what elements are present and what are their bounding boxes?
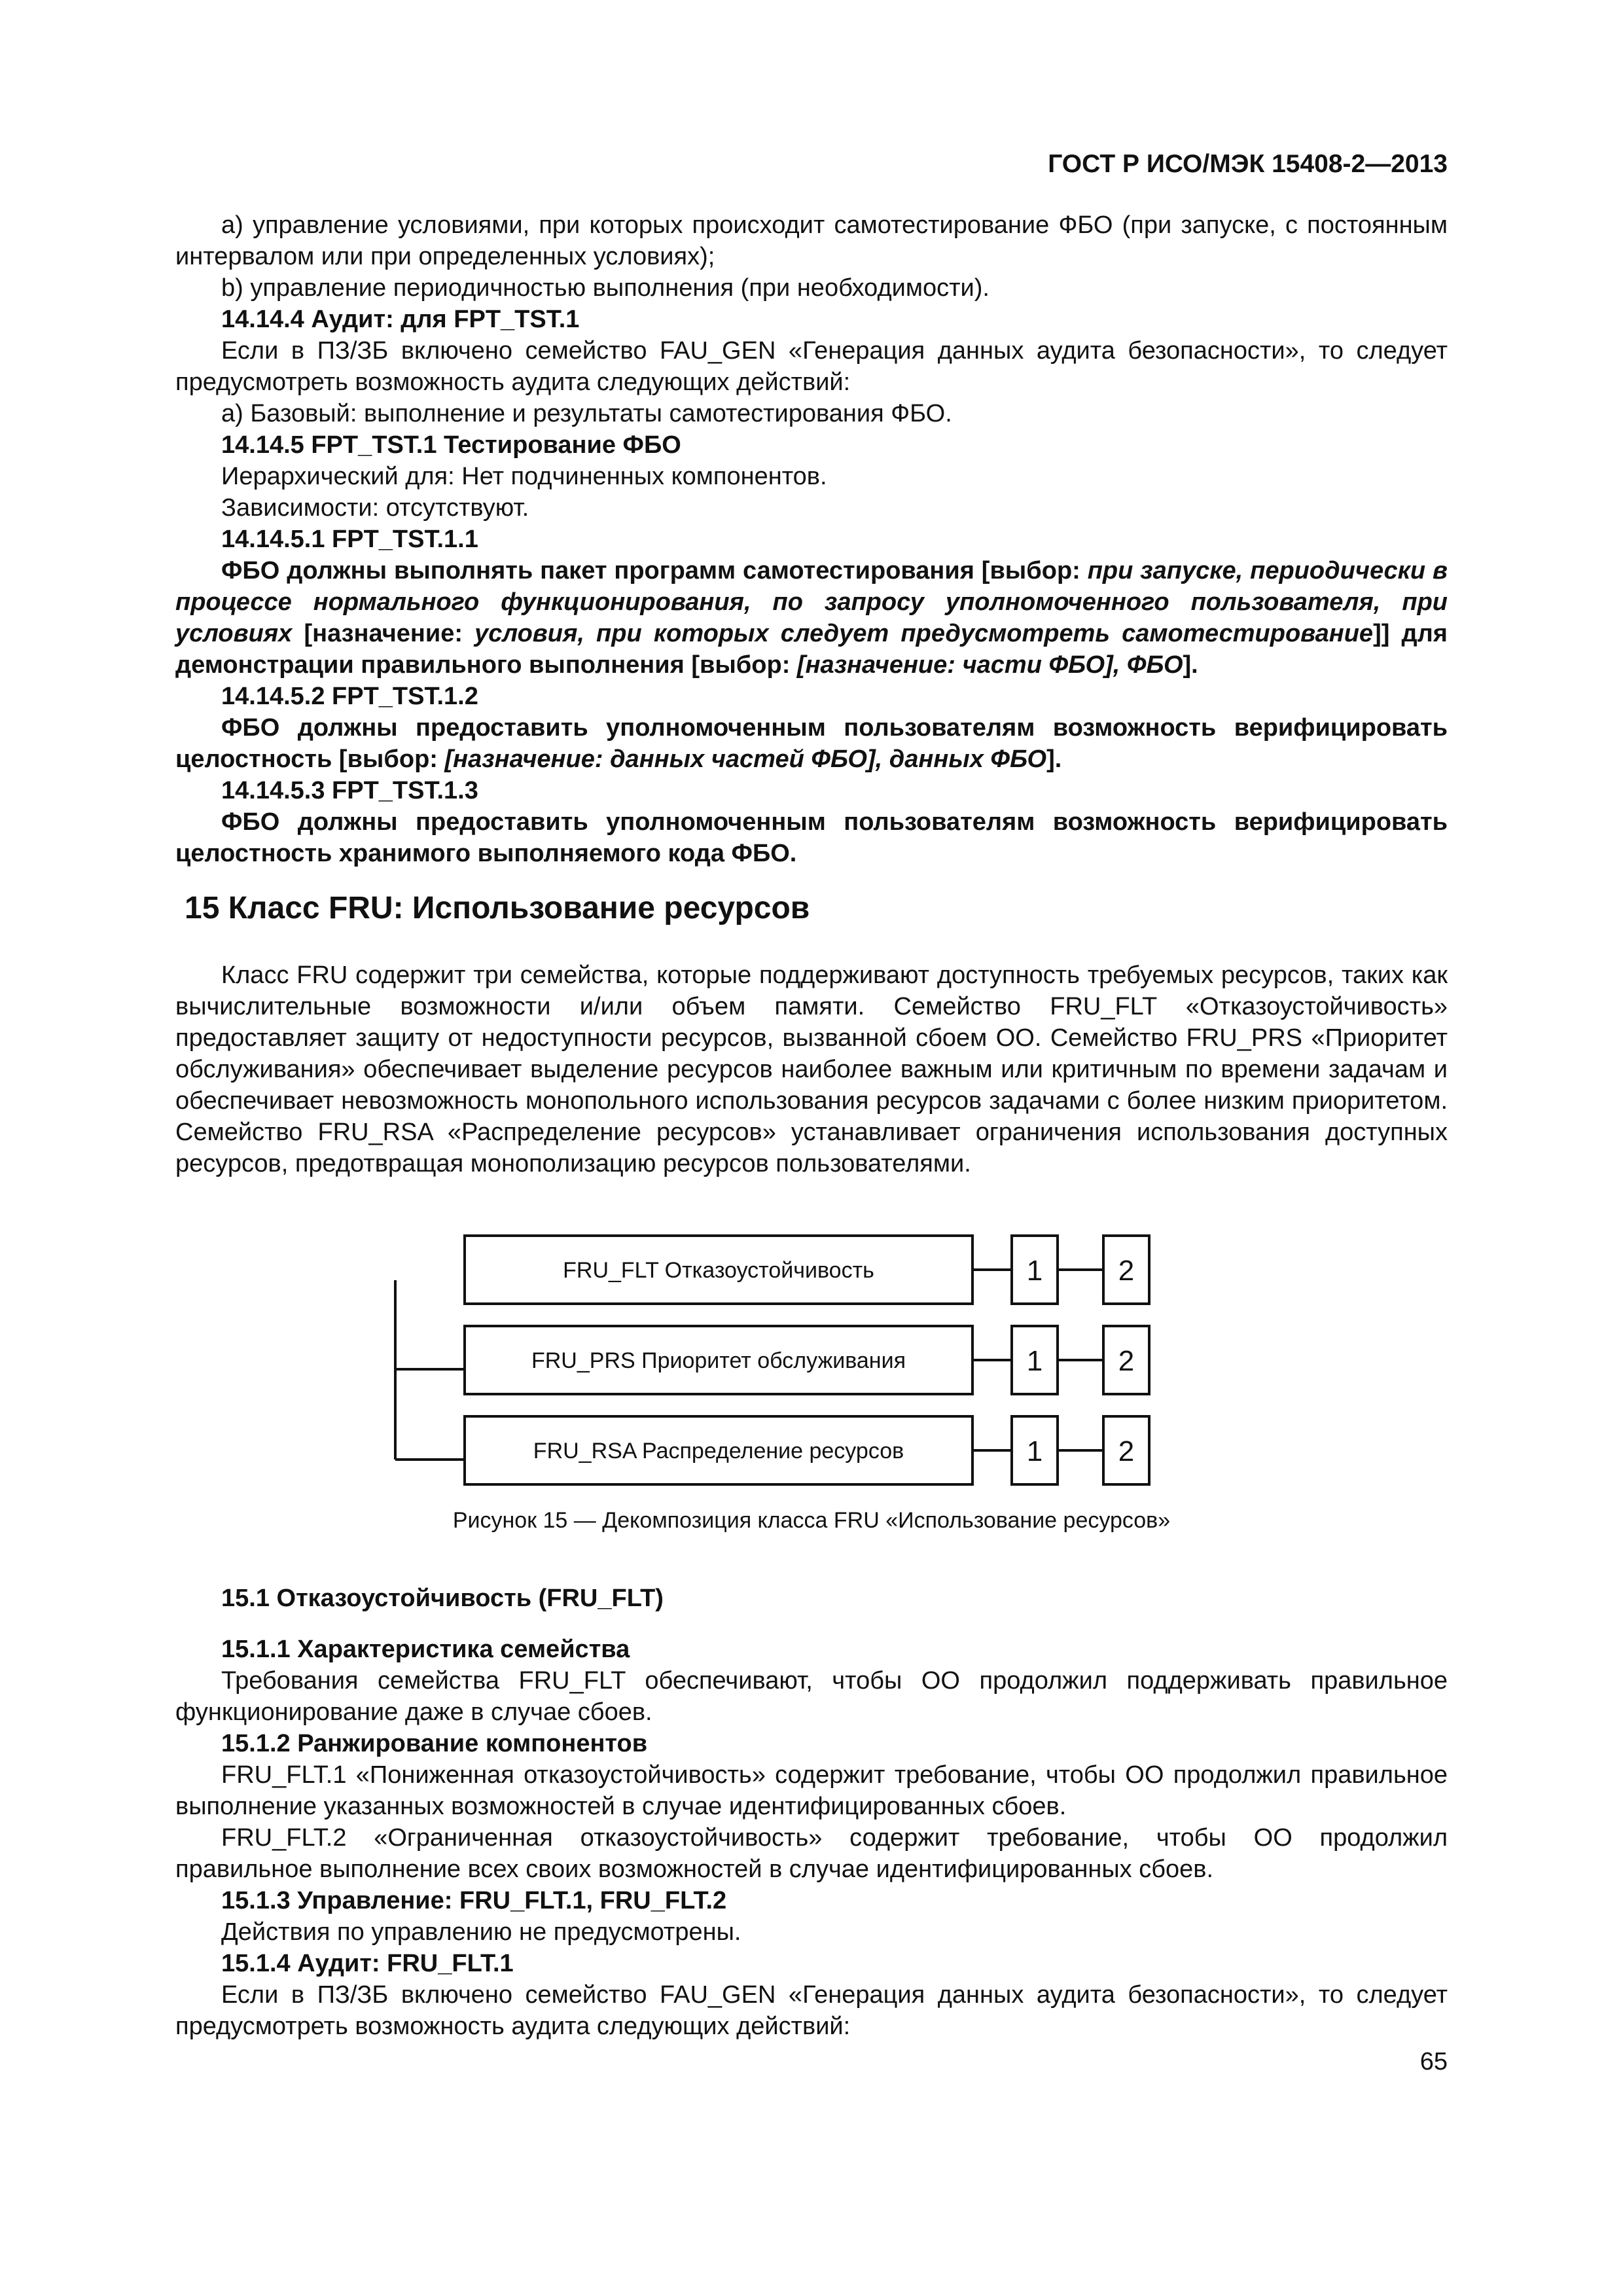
section-15-intro: Класс FRU содержит три семейства, которые поддерживают доступность требуемых ресурсов, таких как вычислительные возможности и/или объем памяти. Семейство FRU_FLT «Отказоустойчивость» предоставляет защиту от недоступности ресурсов, вызванной сбоем ОО. Семейство FRU_PRS «Приоритет обслуживания» обеспечивает выделение ресурсов наиболее важным или критичным по времени задачам и обеспечивает невозможность монопольного использования ресурсов задачами с более низким приоритетом. Семейство FRU_RSA «Распределение ресурсов» устанавливает ограничения использования доступных ресурсов, предотвращая монополизацию ресурсов пользователями. xyxy=(175,961,1448,1177)
figure-fru-decomposition xyxy=(380,1223,1158,1498)
component-label-flt-2: 2 xyxy=(1118,1255,1135,1287)
heading-14-14-5-2: 14.14.5.2 FPT_TST.1.2 xyxy=(221,683,478,710)
component-label-flt-1: 1 xyxy=(1026,1255,1043,1287)
paragraph-management-b: b) управление периодичностью выполнения (при необходимости). xyxy=(221,274,990,302)
diagram-svg xyxy=(380,1223,1158,1498)
element-fpt-tst-1-1 xyxy=(175,555,1448,681)
component-label-prs-1: 1 xyxy=(1026,1345,1043,1377)
heading-15-1-3: 15.1.3 Управление: FRU_FLT.1, FRU_FLT.2 xyxy=(221,1887,727,1914)
paragraph-audit-basic: а) Базовый: выполнение и результаты самотестирования ФБО. xyxy=(221,400,952,427)
heading-14-14-5: 14.14.5 FPT_TST.1 Тестирование ФБО xyxy=(221,431,681,459)
page-number: 65 xyxy=(1419,2048,1448,2075)
paragraph-management-a: а) управление условиями, при которых происходит самотестирование ФБО (при запуске, с постоянным интервалом или при определенных условиях); xyxy=(175,211,1448,270)
heading-15-1-2: 15.1.2 Ранжирование компонентов xyxy=(221,1730,648,1757)
component-label-rsa-2: 2 xyxy=(1118,1435,1135,1467)
element-fpt-tst-1-3: ФБО должны предоставить уполномоченным пользователям возможность верифицировать целостность хранимого выполняемого кода ФБО. xyxy=(175,808,1448,867)
heading-14-14-5-3: 14.14.5.3 FPT_TST.1.3 xyxy=(221,777,478,804)
heading-15-1: 15.1 Отказоустойчивость (FRU_FLT) xyxy=(221,1585,664,1612)
element-text: ]] для демонстрации правильного выполнения [выбор: xyxy=(175,620,1448,679)
heading-14-14-4: 14.14.4 Аудит: для FPT_TST.1 xyxy=(221,306,580,333)
heading-14-14-5-1: 14.14.5.1 FPT_TST.1.1 xyxy=(221,526,478,553)
paragraph-hierarchical: Иерархический для: Нет подчиненных компонентов. xyxy=(221,463,827,490)
family-label-rsa: FRU_RSA Распределение ресурсов xyxy=(533,1439,904,1463)
document-header: ГОСТ Р ИСО/МЭК 15408-2—2013 xyxy=(1048,150,1448,178)
paragraph-fru-flt-1: FRU_FLT.1 «Пониженная отказоустойчивость» содержит требование, чтобы ОО продолжил правильное выполнение указанных возможностей в случае идентифицированных сбоев. xyxy=(175,1761,1448,1820)
text-block-15-1 xyxy=(175,1583,1448,2042)
paragraph-15-1-1: Требования семейства FRU_FLT обеспечивают, чтобы ОО продолжил поддерживать правильное функционирование даже в случае сбоев. xyxy=(175,1667,1448,1726)
element-selection: при запуске, периодически в процессе нормального функционирования, по запросу уполномоченного пользователя, при условиях xyxy=(175,557,1448,647)
heading-15-1-1: 15.1.1 Характеристика семейства xyxy=(221,1636,630,1663)
text-block-top xyxy=(175,209,1448,1179)
figure-caption: Рисунок 15 — Декомпозиция класса FRU «Использование ресурсов» xyxy=(452,1508,1171,1533)
element-text: [назначение: xyxy=(292,620,475,647)
paragraph-15-1-4: Если в ПЗ/ЗБ включено семейство FAU_GEN «Генерация данных аудита безопасности», то следует предусмотреть возможность аудита следующих действий: xyxy=(175,1981,1448,2040)
heading-15-1-4: 15.1.4 Аудит: FRU_FLT.1 xyxy=(221,1950,514,1977)
element-fpt-tst-1-2 xyxy=(175,712,1448,775)
element-text: ФБО должны выполнять пакет программ самотестирования [выбор: xyxy=(221,557,1088,584)
element-text: ]. xyxy=(1183,651,1198,679)
family-label-prs: FRU_PRS Приоритет обслуживания xyxy=(531,1348,906,1373)
family-label-flt: FRU_FLT Отказоустойчивость xyxy=(563,1258,874,1283)
section-15-title: 15 Класс FRU: Использование ресурсов xyxy=(185,891,810,925)
paragraph-dependencies: Зависимости: отсутствуют. xyxy=(221,494,529,522)
element-selection: [назначение: данных частей ФБО], данных ФБО xyxy=(444,745,1047,773)
component-label-prs-2: 2 xyxy=(1118,1345,1135,1377)
element-text: ФБО должны предоставить уполномоченным пользователям возможность верифицировать целостность [выбор: xyxy=(175,714,1448,773)
paragraph-15-1-3: Действия по управлению не предусмотрены. xyxy=(221,1918,741,1946)
component-label-rsa-1: 1 xyxy=(1026,1435,1043,1467)
element-selection: [назначение: части ФБО], ФБО xyxy=(796,651,1183,679)
paragraph-fru-flt-2: FRU_FLT.2 «Ограниченная отказоустойчивость» содержит требование, чтобы ОО продолжил правильное выполнение всех своих возможностей в случае идентифицированных сбоев. xyxy=(175,1824,1448,1883)
element-assignment: условия, при которых следует предусмотреть самотестирование xyxy=(474,620,1374,647)
paragraph-audit-intro: Если в ПЗ/ЗБ включено семейство FAU_GEN «Генерация данных аудита безопасности», то следует предусмотреть возможность аудита следующих действий: xyxy=(175,337,1448,396)
element-text: ]. xyxy=(1046,745,1062,773)
